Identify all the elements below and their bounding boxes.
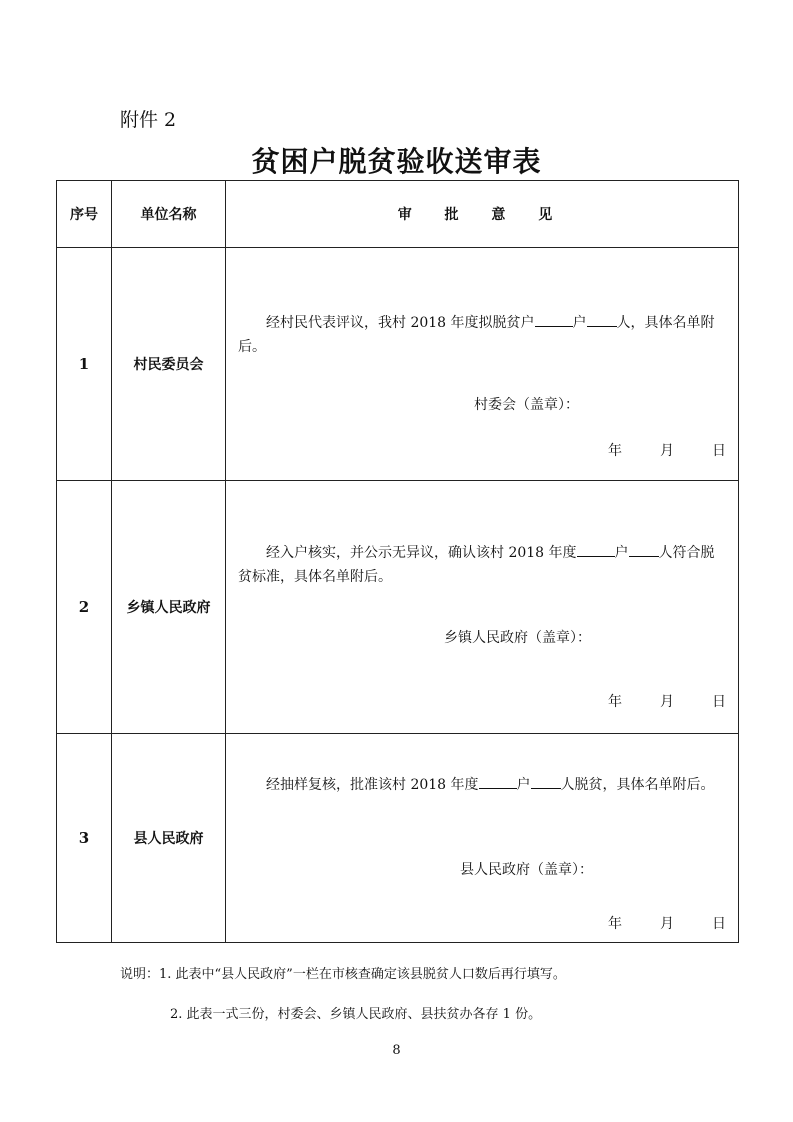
approval-table <box>56 180 739 943</box>
date-line: 年 月 日 <box>608 694 726 710</box>
header-seq: 序号 <box>57 181 112 248</box>
date-line: 年 月 日 <box>608 443 726 459</box>
household-blank[interactable] <box>577 541 615 557</box>
header-unit: 单位名称 <box>112 181 226 248</box>
opinion-text: 经入户核实，并公示无异议，确认该村 2018 年度 户 人符合脱贫标准，具体名单附后。 <box>238 541 726 589</box>
household-blank[interactable] <box>535 311 573 327</box>
row-seq: 2 <box>57 481 112 734</box>
note-2: 2. 此表一式三份，村委会、乡镇人民政府、县扶贫办各存 1 份。 <box>170 1007 542 1022</box>
opinion-text: 经村民代表评议，我村 2018 年度拟脱贫户 户 人，具体名单附后。 <box>238 311 726 359</box>
row-seq: 3 <box>57 734 112 943</box>
note-1: 说明：1. 此表中“县人民政府”一栏在市核查确定该县脱贫人口数后再行填写。 <box>120 967 566 982</box>
table-header-row <box>57 181 739 248</box>
header-opinion: 审 批 意 见 <box>226 181 739 248</box>
person-blank[interactable] <box>587 311 617 327</box>
table-row <box>57 248 739 481</box>
opinion-cell <box>226 481 739 734</box>
seal-label: 村委会（盖章）： <box>474 397 579 413</box>
row-unit: 乡镇人民政府 <box>112 481 226 734</box>
date-line: 年 月 日 <box>608 916 726 932</box>
row-unit: 县人民政府 <box>112 734 226 943</box>
opinion-cell <box>226 734 739 943</box>
table-row <box>57 481 739 734</box>
seal-label: 县人民政府（盖章）： <box>460 862 593 878</box>
person-blank[interactable] <box>531 773 561 789</box>
form-title: 贫困户脱贫验收送审表 <box>251 145 542 178</box>
seal-label: 乡镇人民政府（盖章）： <box>444 630 591 646</box>
opinion-cell <box>226 248 739 481</box>
table-row <box>57 734 739 943</box>
household-blank[interactable] <box>479 773 517 789</box>
page-number: 8 <box>392 1043 401 1058</box>
row-unit: 村民委员会 <box>112 248 226 481</box>
opinion-text: 经抽样复核，批准该村 2018 年度 户 人脱贫，具体名单附后。 <box>238 773 726 797</box>
attachment-label: 附件 2 <box>120 109 177 131</box>
person-blank[interactable] <box>629 541 659 557</box>
row-seq: 1 <box>57 248 112 481</box>
